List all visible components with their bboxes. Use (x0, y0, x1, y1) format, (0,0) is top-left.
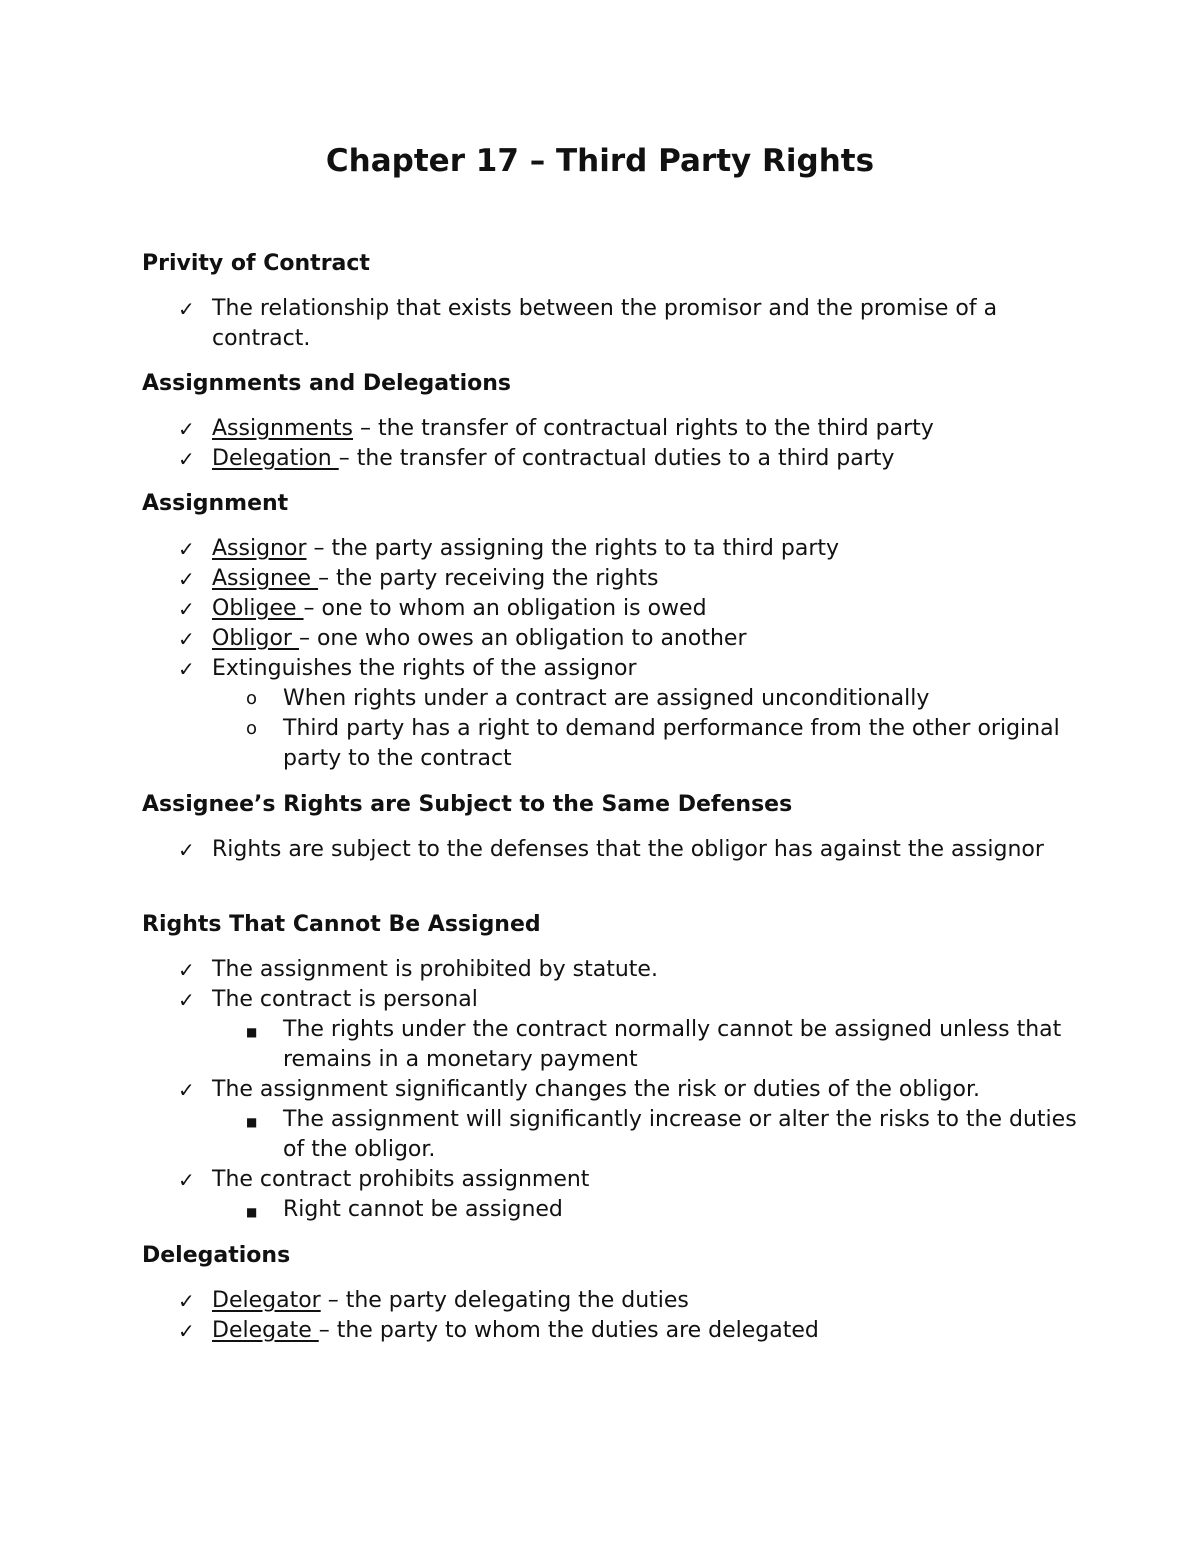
item-text: When rights under a contract are assigned unconditionally (283, 686, 930, 711)
item-text: Third party has a right to demand performance from the other original party to the contract (283, 716, 1060, 771)
item-text: – the transfer of contractual rights to the third party (353, 416, 934, 441)
list-item (142, 444, 1102, 474)
item-text: The contract prohibits assignment (212, 1167, 590, 1192)
checkmark-icon: ✓ (178, 297, 195, 321)
list-item (142, 624, 1102, 654)
item-text: – one who owes an obligation to another (298, 626, 747, 651)
section-heading: Rights That Cannot Be Assigned (142, 912, 541, 937)
section-heading: Assignment (142, 491, 289, 516)
item-text: The contract is personal (212, 987, 478, 1012)
list-subitem (142, 1105, 1102, 1165)
item-text: Right cannot be assigned (283, 1197, 563, 1222)
list-item (142, 564, 1102, 594)
checkmark-icon: ✓ (178, 988, 195, 1012)
section-assignment (142, 489, 1102, 774)
hollow-circle-bullet-icon: o (246, 718, 258, 739)
checkmark-icon: ✓ (178, 1078, 195, 1102)
list-subitem (142, 714, 1102, 774)
document-title: Chapter 17 – Third Party Rights (325, 143, 875, 179)
item-text: – the party assigning the rights to ta third party (306, 536, 840, 561)
item-text: The relationship that exists between the promisor and the promise of a contract. (212, 296, 998, 351)
checkmark-icon: ✓ (178, 447, 195, 471)
checkmark-icon: ✓ (178, 1289, 195, 1313)
item-text: Extinguishes the rights of the assignor (212, 656, 637, 681)
list-item (142, 835, 1102, 865)
hollow-circle-bullet-icon: o (246, 688, 258, 709)
list-item (142, 294, 1102, 354)
list-item (142, 1165, 1102, 1195)
checkmark-icon: ✓ (178, 537, 195, 561)
square-bullet-icon: ■ (246, 1115, 258, 1129)
term: Obligee (212, 596, 304, 621)
checkmark-icon: ✓ (178, 417, 195, 441)
list-subitem (142, 1195, 1102, 1225)
checkmark-icon: ✓ (178, 657, 195, 681)
list-subitem (142, 684, 1102, 714)
list-item (142, 1286, 1102, 1316)
term: Assignments (212, 416, 353, 441)
square-bullet-icon: ■ (246, 1025, 258, 1039)
list-subitem (142, 1015, 1102, 1075)
section-heading: Assignee’s Rights are Subject to the Same Defenses (142, 792, 793, 817)
item-text: – one to whom an obligation is owed (303, 596, 707, 621)
square-bullet-icon: ■ (246, 1205, 258, 1219)
checkmark-icon: ✓ (178, 567, 195, 591)
list-item (142, 985, 1102, 1015)
list-item (142, 414, 1102, 444)
term: Delegate (212, 1318, 319, 1343)
list-item (142, 594, 1102, 624)
list-item (142, 955, 1102, 985)
item-text: Rights are subject to the defenses that the obligor has against the assignor (212, 837, 1044, 862)
term: Assignee (212, 566, 319, 591)
list-item (142, 534, 1102, 564)
checkmark-icon: ✓ (178, 1319, 195, 1343)
item-text: The assignment is prohibited by statute. (212, 957, 658, 982)
section-heading: Assignments and Delegations (142, 371, 512, 396)
checkmark-icon: ✓ (178, 627, 195, 651)
term: Obligor (212, 626, 299, 651)
list-item (142, 654, 1102, 684)
item-text: The assignment significantly changes the risk or duties of the obligor. (212, 1077, 980, 1102)
list-item (142, 1075, 1102, 1105)
section-rights-cannot-be-assigned (142, 910, 1102, 1225)
checkmark-icon: ✓ (178, 1168, 195, 1192)
checkmark-icon: ✓ (178, 838, 195, 862)
section-heading: Privity of Contract (142, 251, 370, 276)
section-assignments-delegations (142, 369, 1102, 474)
term: Delegator (212, 1288, 321, 1313)
item-text: – the transfer of contractual duties to a third party (338, 446, 895, 471)
section-defenses (142, 790, 1102, 865)
term: Delegation (212, 446, 339, 471)
section-delegations (142, 1241, 1102, 1346)
item-text: – the party delegating the duties (320, 1288, 689, 1313)
item-text: The rights under the contract normally cannot be assigned unless that remains in a monetary payment (283, 1017, 1062, 1072)
checkmark-icon: ✓ (178, 597, 195, 621)
item-text: – the party to whom the duties are delegated (318, 1318, 819, 1343)
item-text: The assignment will significantly increase or alter the risks to the duties of the obligor. (283, 1107, 1077, 1162)
item-text: – the party receiving the rights (318, 566, 659, 591)
section-heading: Delegations (142, 1243, 291, 1268)
list-item (142, 1316, 1102, 1346)
section-privity (142, 249, 1102, 354)
checkmark-icon: ✓ (178, 958, 195, 982)
term: Assignor (212, 536, 307, 561)
